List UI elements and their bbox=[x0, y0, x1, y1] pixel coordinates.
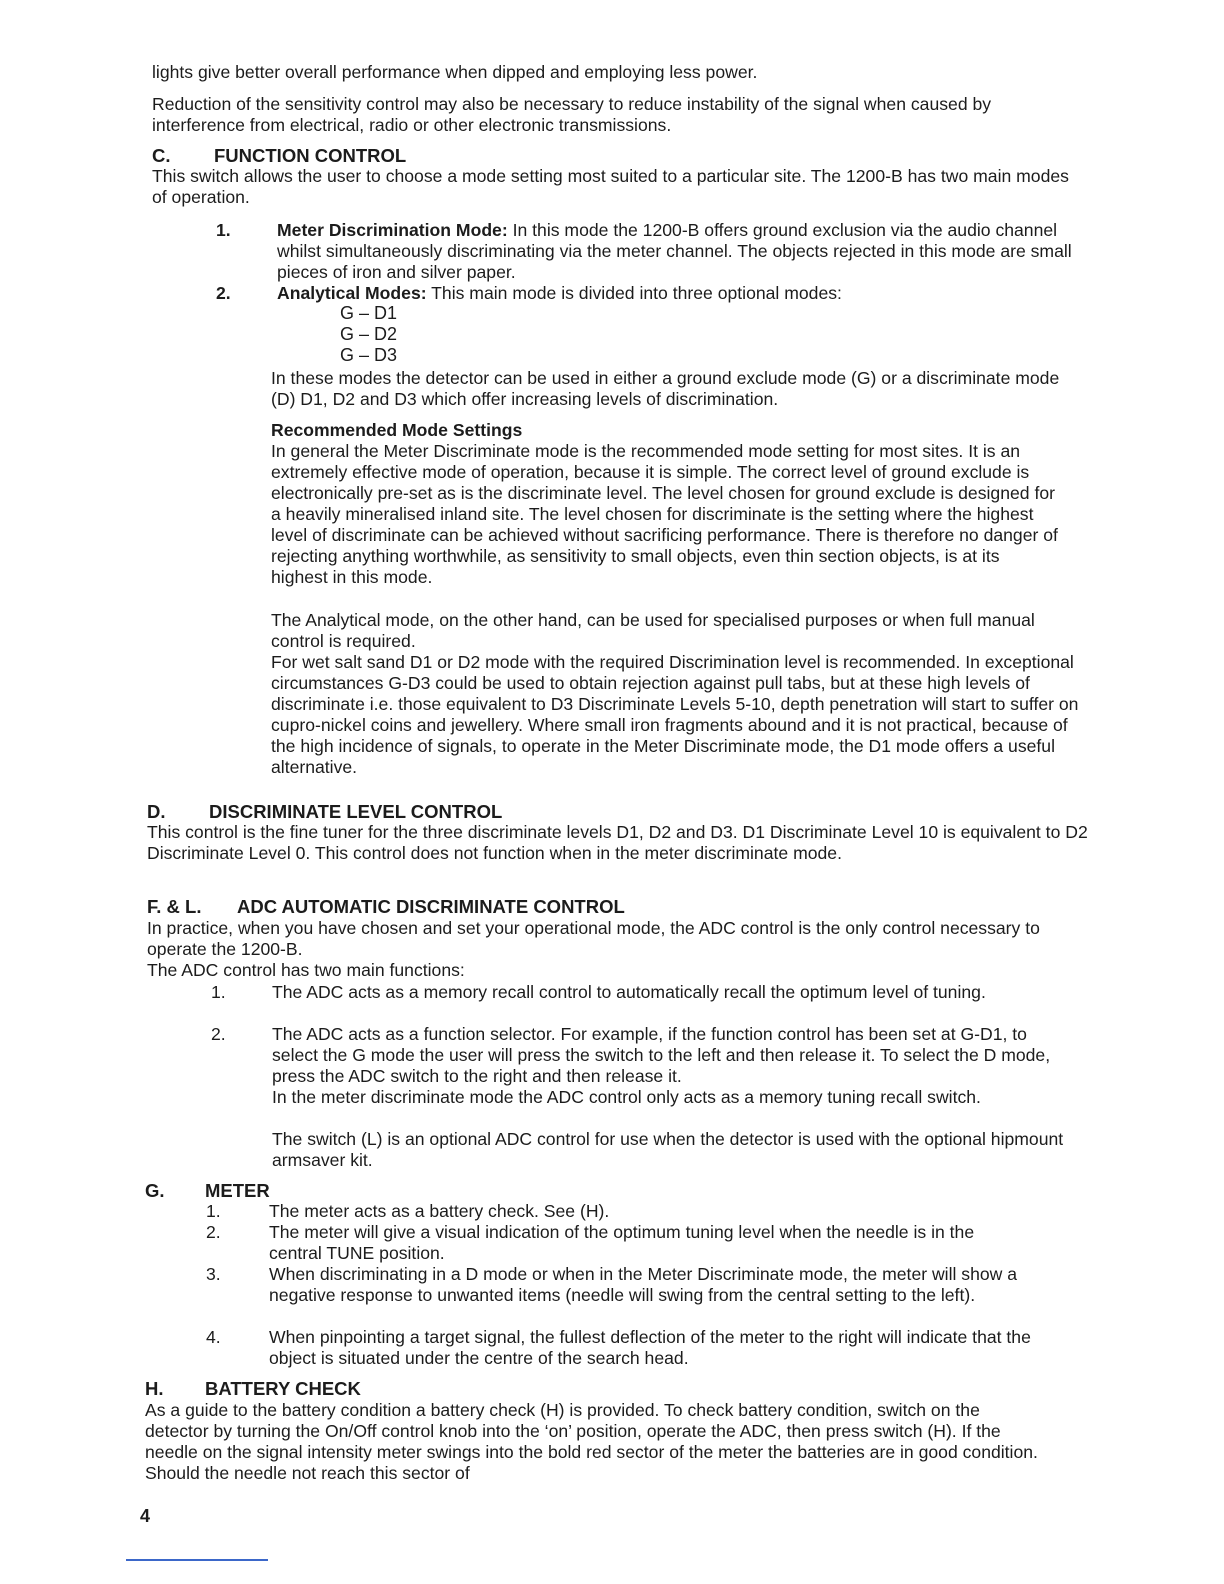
section-g-item-3-number: 3. bbox=[206, 1264, 221, 1284]
recommended-heading: Recommended Mode Settings bbox=[271, 420, 523, 440]
section-d-text: This control is the fine tuner for the three discriminate levels D1, D2 and D3. D1 Discriminate Level 10 is equivalent to D2 Discriminate Level 0. This control does not function when in the meter discriminate mode. bbox=[147, 822, 1088, 863]
section-d-heading bbox=[147, 801, 502, 822]
mode-g-d2: G – D2 bbox=[340, 324, 398, 344]
section-c-item-2-number: 2. bbox=[216, 283, 231, 303]
section-fl-extra-1: In the meter discriminate mode the ADC control only acts as a memory tuning recall switch. bbox=[272, 1087, 981, 1107]
recommended-paragraph-2: The Analytical mode, on the other hand, can be used for specialised purposes or when full manual control is required. bbox=[271, 610, 1035, 651]
section-fl-intro-1: In practice, when you have chosen and set your operational mode, the ADC control is the only control necessary to operate the 1200-B. bbox=[147, 918, 1040, 959]
section-fl-title: ADC AUTOMATIC DISCRIMINATE CONTROL bbox=[237, 896, 625, 917]
section-fl-item-2: The ADC acts as a function selector. For example, if the function control has been set at G-D1, to select the G mode the user will press the switch to the left and then release it. To select the D mode, press the ADC switch to the right and then release it. bbox=[272, 1024, 1051, 1086]
section-g-item-1: The meter acts as a battery check. See (H). bbox=[269, 1201, 610, 1221]
recommended-paragraph-1: In general the Meter Discriminate mode is the recommended mode setting for most sites. It is an extremely effective mode of operation, because it is simple. The correct level of ground exclude is electronically pre-set as is the discriminate level. The level chosen for ground exclude is designed for a heavily mineralised inland site. The level chosen for discriminate is the setting where the highest level of discriminate can be achieved without sacrificing performance. There is therefore no danger of rejecting anything worthwhile, as sensitivity to small objects, even thin section objects, is at its highest in this mode. bbox=[271, 441, 1058, 587]
section-d-title: DISCRIMINATE LEVEL CONTROL bbox=[209, 801, 503, 822]
section-h-heading bbox=[145, 1378, 361, 1399]
section-c-title: FUNCTION CONTROL bbox=[214, 145, 407, 166]
bottom-divider bbox=[126, 1559, 268, 1561]
section-d-letter: D. bbox=[147, 801, 166, 822]
recommended-paragraph-3: For wet salt sand D1 or D2 mode with the required Discrimination level is recommended. In exceptional circumstances G-D3 could be used to obtain rejection against pull tabs, but at these high levels of discriminate i.e. those equivalent to D3 Discriminate Levels 5-10, depth penetration will start to suffer on cupro-nickel coins and jewellery. Where small iron fragments abound and it is not practical, because of the high incidence of signals, to operate in the Meter Discriminate mode, the D1 mode offers a useful alternative. bbox=[271, 652, 1079, 777]
section-h-text: As a guide to the battery condition a battery check (H) is provided. To check battery condition, switch on the detector by turning the On/Off control knob into the ‘on’ position, operate the ADC, then press switch (H). If the needle on the signal intensity meter swings into the bold red sector of the meter the batteries are in good condition. Should the needle not reach this sector of bbox=[145, 1400, 1038, 1483]
section-fl-letter: F. & L. bbox=[147, 896, 202, 917]
page-number: 4 bbox=[140, 1506, 151, 1526]
section-c-item-1-text: In this mode the 1200-B offers ground exclusion via the audio channel whilst simultaneously discriminating via the meter channel. The objects rejected in this mode are small pieces of iron and silver paper. bbox=[277, 220, 1072, 282]
section-g-item-2: The meter will give a visual indication of the optimum tuning level when the needle is in the central TUNE position. bbox=[269, 1222, 975, 1263]
section-c-letter: C. bbox=[152, 145, 171, 166]
section-h-title: BATTERY CHECK bbox=[205, 1378, 361, 1399]
section-c-item-1-label: Meter Discrimination Mode: bbox=[277, 220, 508, 240]
modes-description: In these modes the detector can be used in either a ground exclude mode (G) or a discriminate mode (D) D1, D2 and D3 which offer increasing levels of discrimination. bbox=[271, 368, 1060, 409]
section-c-item-1 bbox=[277, 220, 1077, 283]
section-fl-intro-2: The ADC control has two main functions: bbox=[147, 960, 465, 980]
section-fl-extra-2: The switch (L) is an optional ADC control for use when the detector is used with the optional hipmount armsaver kit. bbox=[272, 1129, 1064, 1170]
section-c-item-2-text: This main mode is divided into three optional modes: bbox=[431, 283, 842, 303]
section-c-item-2-label: Analytical Modes: bbox=[277, 283, 427, 303]
intro-paragraph: Reduction of the sensitivity control may also be necessary to reduce instability of the signal when caused by interference from electrical, radio or other electronic transmissions. bbox=[152, 94, 992, 135]
section-fl-item-2-number: 2. bbox=[211, 1024, 226, 1044]
section-g-item-2-number: 2. bbox=[206, 1222, 221, 1242]
section-c-intro: This switch allows the user to choose a mode setting most suited to a particular site. The 1200-B has two main modes of operation. bbox=[152, 166, 1069, 207]
mode-g-d3: G – D3 bbox=[340, 345, 398, 365]
section-fl-item-1: The ADC acts as a memory recall control to automatically recall the optimum level of tuning. bbox=[272, 982, 986, 1002]
section-h-letter: H. bbox=[145, 1378, 164, 1399]
section-g-item-3: When discriminating in a D mode or when in the Meter Discriminate mode, the meter will show a negative response to unwanted items (needle will swing from the central setting to the left). bbox=[269, 1264, 1018, 1305]
section-c-heading bbox=[152, 145, 406, 166]
section-g-heading bbox=[145, 1180, 270, 1201]
section-g-letter: G. bbox=[145, 1180, 165, 1201]
mode-g-d1: G – D1 bbox=[340, 303, 398, 323]
section-c-item-1-number: 1. bbox=[216, 220, 231, 240]
section-g-title: METER bbox=[205, 1180, 270, 1201]
intro-line: lights give better overall performance when dipped and employing less power. bbox=[152, 62, 758, 82]
section-g-item-1-number: 1. bbox=[206, 1201, 221, 1221]
section-g-item-4: When pinpointing a target signal, the fullest deflection of the meter to the right will indicate that the object is situated under the centre of the search head. bbox=[269, 1327, 1031, 1368]
section-fl-heading bbox=[147, 896, 625, 917]
section-fl-item-1-number: 1. bbox=[211, 982, 226, 1002]
section-g-item-4-number: 4. bbox=[206, 1327, 221, 1347]
section-c-item-2 bbox=[277, 283, 1077, 304]
